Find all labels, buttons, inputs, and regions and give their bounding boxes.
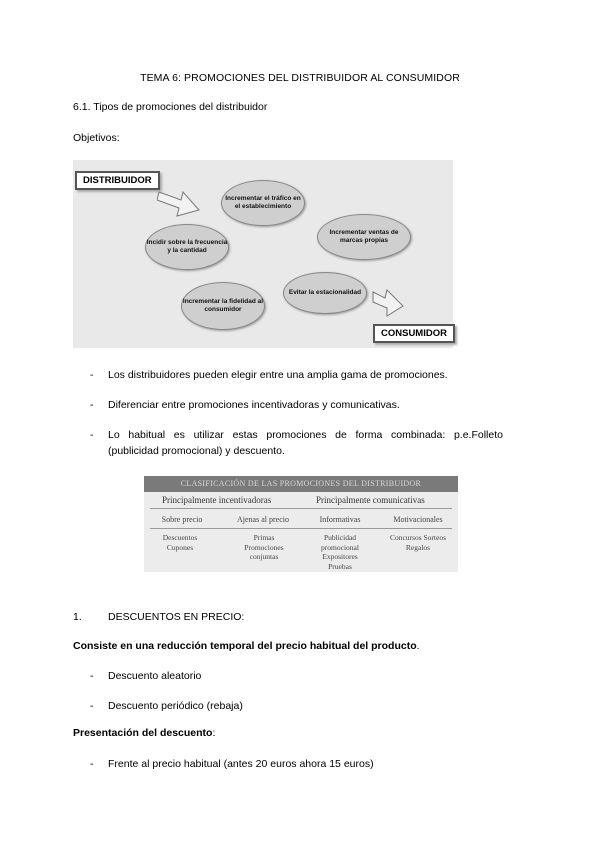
bullet-dash: - bbox=[90, 700, 94, 712]
table-header: CLASIFICACIÓN DE LAS PROMOCIONES DEL DISTRIBUIDOR bbox=[144, 476, 458, 492]
bullet-item: Frente al precio habitual (antes 20 euros ahora 15 euros) bbox=[108, 758, 374, 770]
column-header: Informativas bbox=[319, 515, 361, 524]
column-header: Sobre precio bbox=[161, 515, 203, 524]
bullet-dash: - bbox=[90, 369, 94, 381]
bullet-dash: - bbox=[90, 399, 94, 411]
section-heading: 6.1. Tipos de promociones del distribuidor bbox=[73, 101, 268, 113]
presentation-label bbox=[73, 727, 215, 739]
table-cell: Primas Promociones conjuntas bbox=[244, 533, 284, 561]
bullet-dash: - bbox=[90, 670, 94, 682]
bullet-dash: - bbox=[90, 429, 94, 441]
ellipse-frecuencia: Incidir sobre la frecuencia y la cantidad bbox=[145, 224, 229, 270]
section-number: 1. bbox=[73, 611, 82, 623]
definition bbox=[73, 640, 420, 652]
classification-table bbox=[144, 476, 458, 572]
consumidor-label: CONSUMIDOR bbox=[373, 324, 455, 343]
column-header: Motivacionales bbox=[393, 515, 443, 524]
bullet-dash: - bbox=[90, 758, 94, 770]
presentation-text: Presentación del descuento bbox=[73, 727, 213, 739]
divider bbox=[150, 508, 452, 509]
group-comunicativas: Principalmente comunicativas bbox=[316, 495, 425, 505]
presentation-end: : bbox=[212, 727, 216, 739]
definition-text: Consiste en una reducción temporal del precio habitual del producto bbox=[73, 640, 417, 652]
objectives-label: Objetivos: bbox=[73, 132, 120, 144]
distribuidor-label: DISTRIBUIDOR bbox=[75, 171, 160, 190]
ellipse-estacionalidad: Evitar la estacionalidad bbox=[283, 272, 367, 314]
group-incentivadoras: Principalmente incentivadoras bbox=[162, 495, 272, 505]
ellipse-marcas-propias: Incrementar ventas de marcas propias bbox=[317, 214, 411, 260]
ellipse-trafico: Incrementar el tráfico en el establecimiento bbox=[221, 180, 305, 226]
table-cell: Publicidad promocional Expositores Pruebas bbox=[321, 533, 359, 571]
ellipse-fidelidad: Incrementar la fidelidad al consumidor bbox=[181, 282, 265, 330]
table-cell: Concursos Sorteos Regalos bbox=[389, 533, 447, 552]
table-cell: Descuentos Cupones bbox=[162, 533, 198, 552]
objectives-diagram bbox=[73, 160, 453, 348]
arrow-icon bbox=[371, 288, 405, 318]
bullet-item: Descuento periódico (rebaja) bbox=[108, 700, 243, 712]
definition-end: . bbox=[416, 640, 420, 652]
page-title: TEMA 6: PROMOCIONES DEL DISTRIBUIDOR AL CONSUMIDOR bbox=[140, 72, 460, 84]
divider bbox=[150, 528, 452, 529]
bullet-item: Lo habitual es utilizar estas promociones de forma combinada: p.e.Folleto (publicidad promocional) y descuento. bbox=[108, 429, 503, 457]
section-heading: DESCUENTOS EN PRECIO: bbox=[108, 611, 245, 623]
column-header: Ajenas al precio bbox=[237, 515, 289, 524]
bullet-item: Descuento aleatorio bbox=[108, 670, 202, 682]
bullet-item: Diferenciar entre promociones incentivadoras y comunicativas. bbox=[108, 399, 400, 411]
arrow-icon bbox=[157, 186, 201, 220]
bullet-item: Los distribuidores pueden elegir entre una amplia gama de promociones. bbox=[108, 369, 448, 381]
